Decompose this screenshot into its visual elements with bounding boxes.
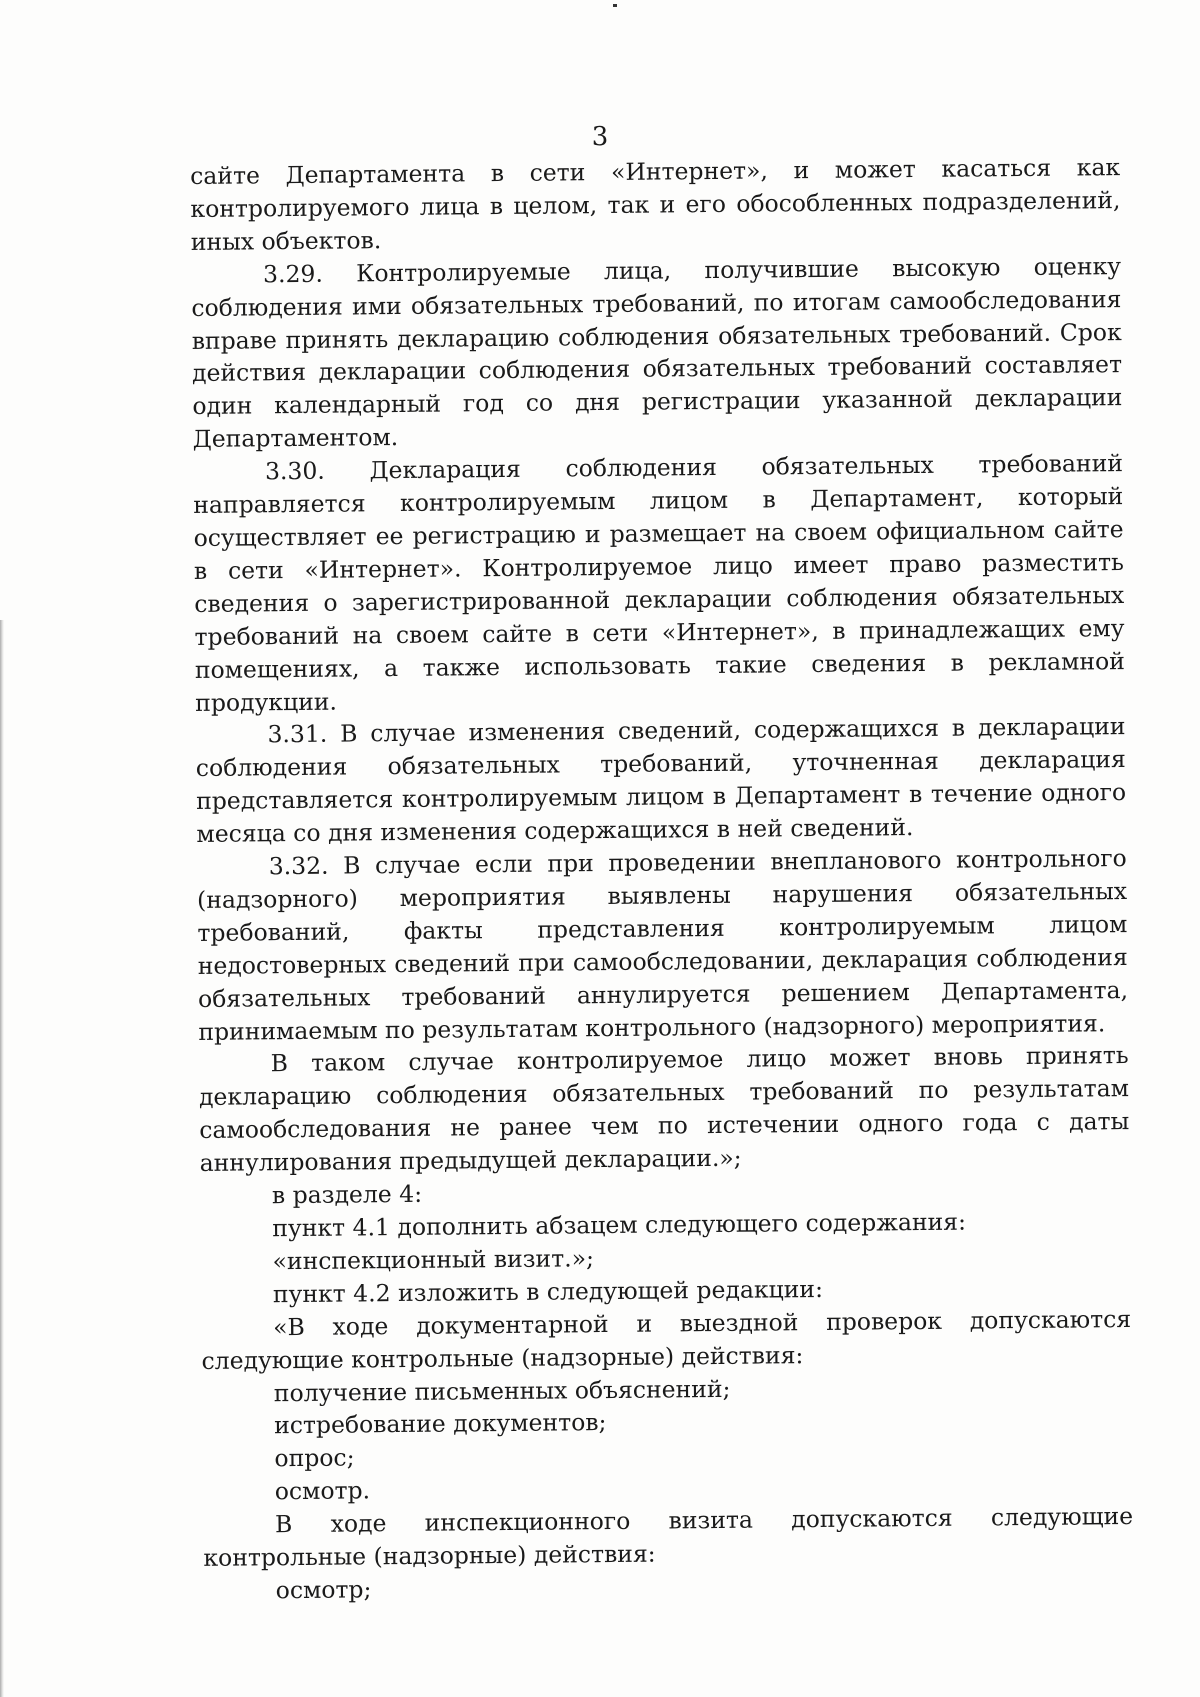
paragraph-visit-actions: В ходе инспекционного визита допускаются следующие контрольные (надзорные) действия: xyxy=(203,1502,1134,1572)
paragraph-3-31: 3.31. В случае изменения сведений, содержащихся в декларации соблюдения обязательных требований, уточненная декларация представляется контролируемым лицом в Департамент в течение одного месяца со дня изменения содержащихся в ней сведений. xyxy=(195,712,1127,849)
paragraph-3-30: 3.30. Декларация соблюдения обязательных требований направляется контролируемым лицом в Департамент, который осуществляет ее регистрацию и размещает на своем официальном сайте в сети «Интернет». Контролируемое лицо имеет право разместить сведения о зарегистрированной декларации соблюдения обязательных требований на своем сайте в сети «Интернет», в принадлежащих ему помещениях, а также использовать такие сведения в рекламной продукции. xyxy=(193,449,1125,717)
paragraph-continuation: сайте Департамента в сети «Интернет», и может касаться как контролируемого лица в целом, так и его обособленных подразделений, иных объектов. xyxy=(190,153,1121,256)
line-item-4-2: пункт 4.2 изложить в следующей редакции: xyxy=(272,1274,824,1309)
document-body xyxy=(190,151,1134,1608)
list-item-survey: опрос; xyxy=(274,1443,355,1473)
paragraph-inspection-actions: «В ходе документарной и выездной проверок допускаются следующие контрольные (надзорные) действия: xyxy=(201,1304,1132,1375)
line-item-4-1: пункт 4.1 дополнить абзацем следующего содержания: xyxy=(272,1207,967,1243)
scan-mark xyxy=(613,4,617,7)
list-item-explanations: получение письменных объяснений; xyxy=(273,1374,731,1407)
list-item-examination-visit: осмотр; xyxy=(275,1575,372,1605)
list-item-documents: истребование документов; xyxy=(274,1408,607,1440)
line-inspection-visit: «инспекционный визит.»; xyxy=(272,1244,595,1276)
page-number: 3 xyxy=(591,122,609,152)
line-section-4: в разделе 4: xyxy=(271,1179,423,1210)
list-item-examination: осмотр. xyxy=(274,1476,371,1506)
paragraph-3-29: 3.29. Контролируемые лица, получившие высокую оценку соблюдения ими обязательных требований, по итогам самообследования вправе принять декларацию соблюдения обязательных требований. Срок действия декларации соблюдения обязательных требований составляет один календарный год со дня регистрации указанной декларации Департаментом. xyxy=(191,251,1123,454)
paragraph-3-32: 3.32. В случае если при проведении внепланового контрольного (надзорного) мероприятия выявлены нарушения обязательных требований, факты представления контролируемым лицом недостоверных сведений при самообследовании, декларация соблюдения обязательных требований аннулируется решением Департамента, принимаемым по результатам контрольного (надзорного) мероприятия. xyxy=(196,844,1129,1046)
paragraph-repeat-declaration: В таком случае контролируемое лицо может вновь принять декларацию соблюдения обязательных требований по результатам самообследования не ранее чем по истечении одного года с даты аннулирования предыдущей декларации.»; xyxy=(198,1041,1130,1178)
scan-edge-shadow xyxy=(0,620,4,1697)
